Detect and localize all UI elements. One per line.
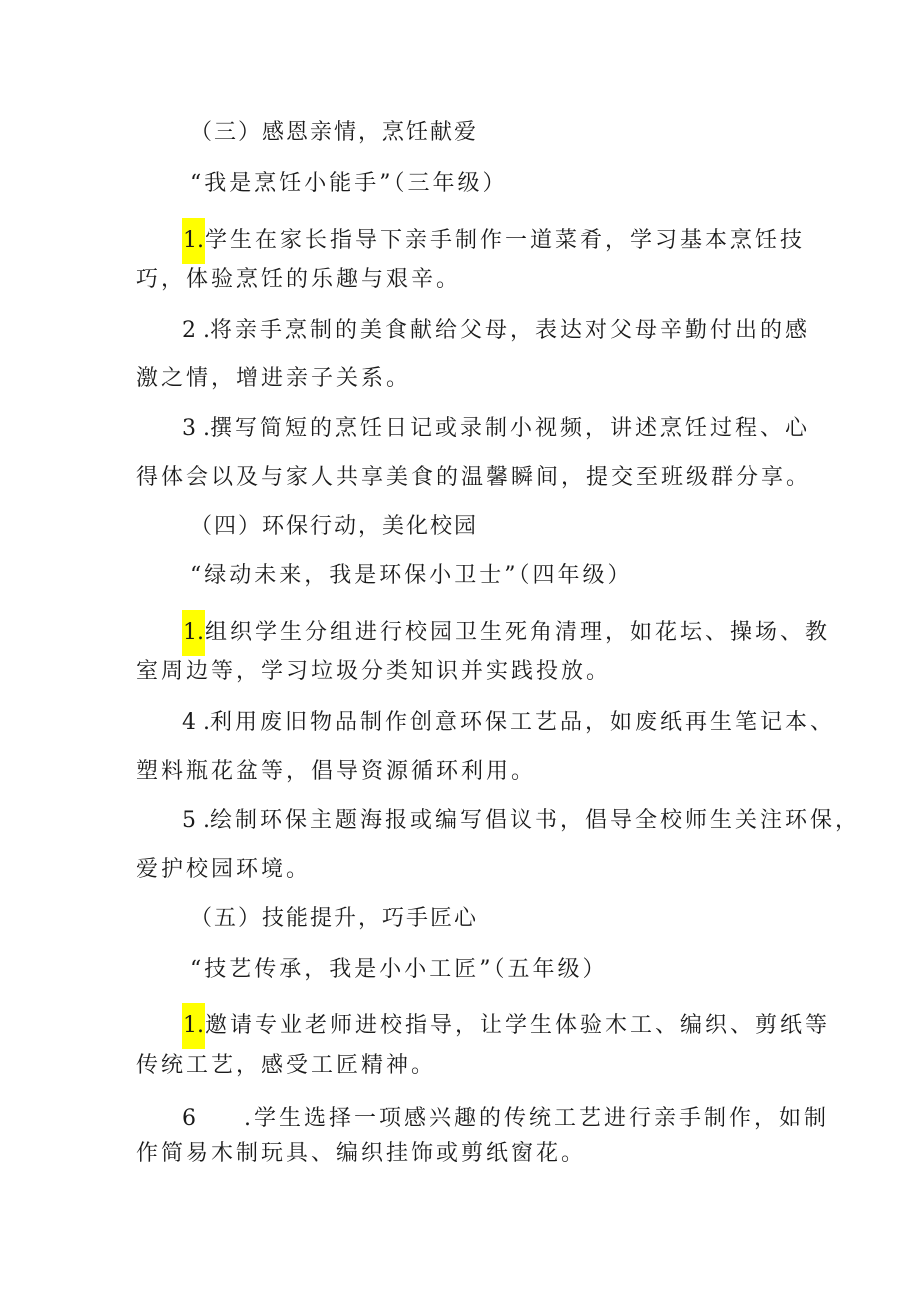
item-text: 学生在家长指导下亲手制作一道菜肴，学习基本烹饪技 [205,228,806,253]
section-heading: （四）环保行动，美化校园 [190,514,479,539]
item-text-continued: 塑料瓶花盆等，倡导资源循环利用。 [136,759,537,784]
highlighted-item-number: 1. [182,1003,205,1049]
list-item [182,414,810,444]
highlighted-item-number: 1. [182,218,205,264]
item-text-continued: 作简易木制玩具、编织挂饰或剪纸窗花。 [136,1141,587,1166]
highlighted-item-number: 1. [182,610,205,656]
item-number: 4 . [182,710,210,735]
list-item [182,1003,830,1049]
activity-title: “我是烹饪小能手”（三年级） [190,171,508,196]
item-number: 6 [182,1106,196,1131]
item-text-continued: 得体会以及与家人共享美食的温馨瞬间，提交至班级群分享。 [136,465,812,490]
item-text: 组织学生分组进行校园卫生死角清理，如花坛、操场、教 [205,620,831,645]
activity-title: “技艺传承，我是小小工匠”（五年级） [190,957,608,982]
item-text: 将亲手烹制的美食献给父母，表达对父母辛勤付出的感 [209,318,810,343]
list-item [182,806,860,836]
item-text-continued: 爱护校园环境。 [136,857,312,882]
item-text-continued: 室周边等，学习垃圾分类知识并实践投放。 [136,659,612,684]
section-heading: （三）感恩亲情，烹饪献爱 [190,120,479,145]
item-number: 5 . [182,808,210,833]
item-text: 利用废旧物品制作创意环保工艺品，如废纸再生笔记本、 [209,710,835,735]
item-text: .学生选择一项感兴趣的传统工艺进行亲手制作，如制 [244,1106,829,1131]
list-item [182,218,805,264]
item-number: 3 . [182,416,210,441]
list-item [182,610,830,656]
item-text: 绘制环保主题海报或编写倡议书，倡导全校师生关注环保， [209,808,860,833]
item-text-continued: 激之情，增进亲子关系。 [136,366,412,391]
list-item [182,708,835,738]
item-text-continued: 巧，体验烹饪的乐趣与艰辛。 [136,267,462,292]
section-heading: （五）技能提升，巧手匠心 [190,906,479,931]
activity-title: “绿动未来，我是环保小卫士”（四年级） [190,563,633,588]
list-item [182,316,810,346]
item-text-continued: 传统工艺，感受工匠精神。 [136,1053,437,1078]
list-item [182,1104,829,1134]
item-number: 2 . [182,318,210,343]
item-text: 撰写简短的烹饪日记或录制小视频，讲述烹饪过程、心 [209,416,810,441]
item-text: 邀请专业老师进校指导，让学生体验木工、编织、剪纸等 [205,1013,831,1038]
